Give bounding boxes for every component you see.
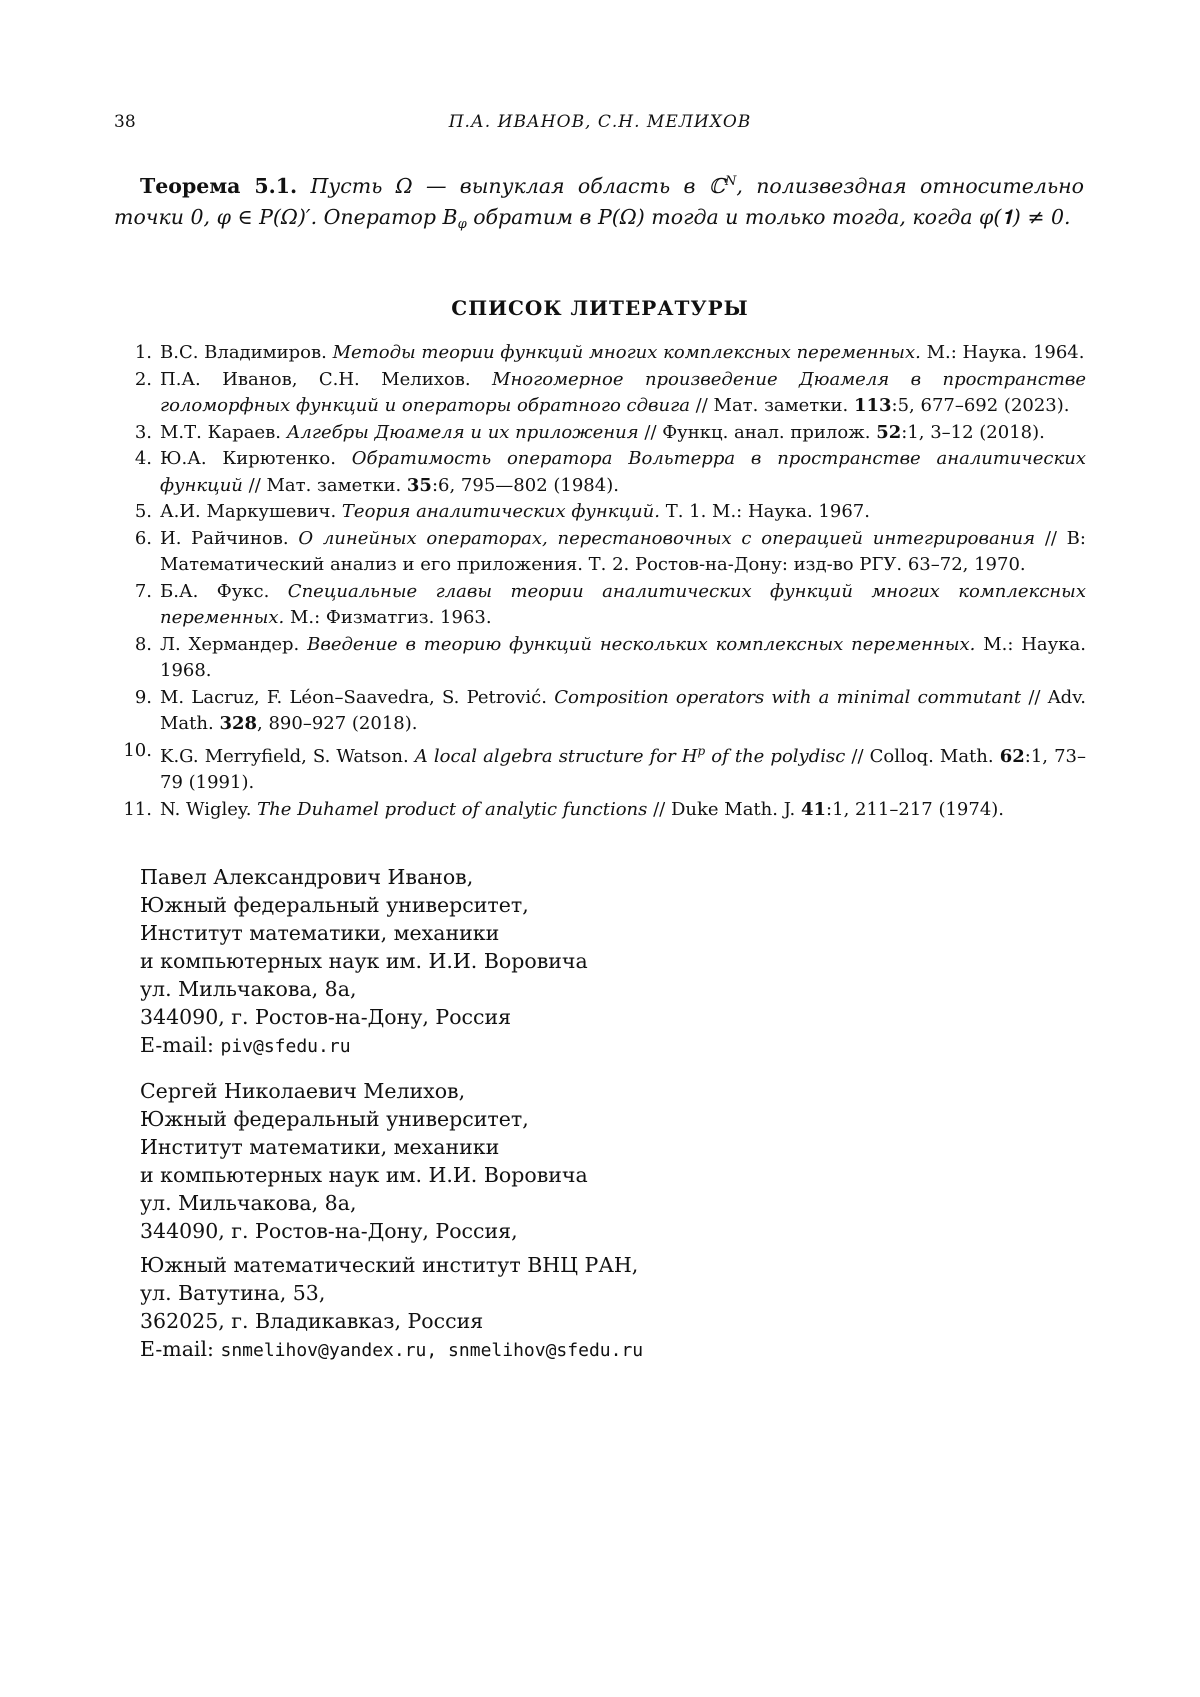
reference-item: 10. K.G. Merryfield, S. Watson. A local algebra structure for $H^p$ of the polydisc // Colloq. Math. 62:1, 73–79 (1991). [123,739,1086,793]
reference-item: 2. П.А. Иванов, С.Н. Мелихов. Многомерное произведение Дюамеля в пространстве голоморфных функций и операторы обратного сдвига // Мат. заметки. 113:5, 677–692 (2023). [134,368,1086,416]
references-list [114,340,1086,823]
author-email-line: E-mail: piv@sfedu.ru [140,1033,351,1057]
reference-item: 7. Б.А. Фукс. Специальные главы теории аналитических функций многих комплексных переменных. М.: Физматгиз. 1963. [134,580,1086,628]
reference-item: 6. И. Райчинов. О линейных операторах, перестановочных с операцией интегрирования // В: Математический анализ и его приложения. Т. 2. Ростов-на-Дону: изд-во РГУ. 63–72, 1970. [134,527,1086,575]
reference-item: 1. В.С. Владимиров. Методы теории функций многих комплексных переменных. М.: Наука. 1964. [134,342,1085,363]
theorem-5-1 [114,166,1084,240]
theorem-label: Теорема 5.1. [140,174,298,198]
author-address-melikhov: Сергей Николаевич Мелихов, Южный федеральный университет, Институт математики, механики и компьютерных наук им. И.И. Воровича ул. Мильчакова, 8а, 344090, г. Ростов-на-Дону, Россия, Южный математический институт ВНЦ РАН, ул. Ватутина, 53, 362025, г. Владикавказ, Россия E-mail: snmelihov@yandex.ru, snmelihov@sfedu.ru [140,1077,643,1365]
reference-item: 8. Л. Хермандер. Введение в теорию функций нескольких комплексных переменных. М.: Наука. 1968. [134,633,1086,681]
reference-item: 4. Ю.А. Кирютенко. Обратимость оператора Вольтерра в пространстве аналитических функций // Мат. заметки. 35:6, 795—802 (1984). [134,448,1086,496]
reference-item: 11. N. Wigley. The Duhamel product of analytic functions // Duke Math. J. 41:1, 211–217 (1974). [123,798,1005,820]
references-heading: СПИСОК ЛИТЕРАТУРЫ [451,296,749,320]
theorem-statement: Пусть Ω — выпуклая область в ℂ$^N$, полизвездная относительно точки 0, φ ∈ P(Ω)′. Оператор Bφ обратим в P(Ω) тогда и только тогда, когда φ(𝟏) ≠ 0. [114,174,1084,232]
author-email-line: E-mail: snmelihov@yandex.ru, snmelihov@sfedu.ru [140,1337,644,1361]
running-header [114,112,1086,136]
email-link[interactable]: piv@sfedu.ru [220,1036,351,1057]
reference-item: 3. М.Т. Караев. Алгебры Дюамеля и их приложения // Функц. анал. прилож. 52:1, 3–12 (2018). [134,421,1045,443]
running-title: П.А. ИВАНОВ, С.Н. МЕЛИХОВ [448,112,752,132]
reference-item: 5. А.И. Маркушевич. Теория аналитических функций. Т. 1. М.: Наука. 1967. [134,501,870,522]
author-address-ivanov: Павел Александрович Иванов, Южный федеральный университет, Институт математики, механики и компьютерных наук им. И.И. Воровича ул. Мильчакова, 8а, 344090, г. Ростов-на-Дону, Россия E-mail: piv@sfedu.ru [140,863,588,1061]
email-link[interactable]: snmelihov@yandex.ru, snmelihov@sfedu.ru [220,1340,644,1361]
page-number: 38 [114,112,136,132]
reference-item: 9. M. Lacruz, F. Léon–Saavedra, S. Petrović. Composition operators with a minimal commutant // Adv. Math. 328, 890–927 (2018). [134,686,1086,734]
